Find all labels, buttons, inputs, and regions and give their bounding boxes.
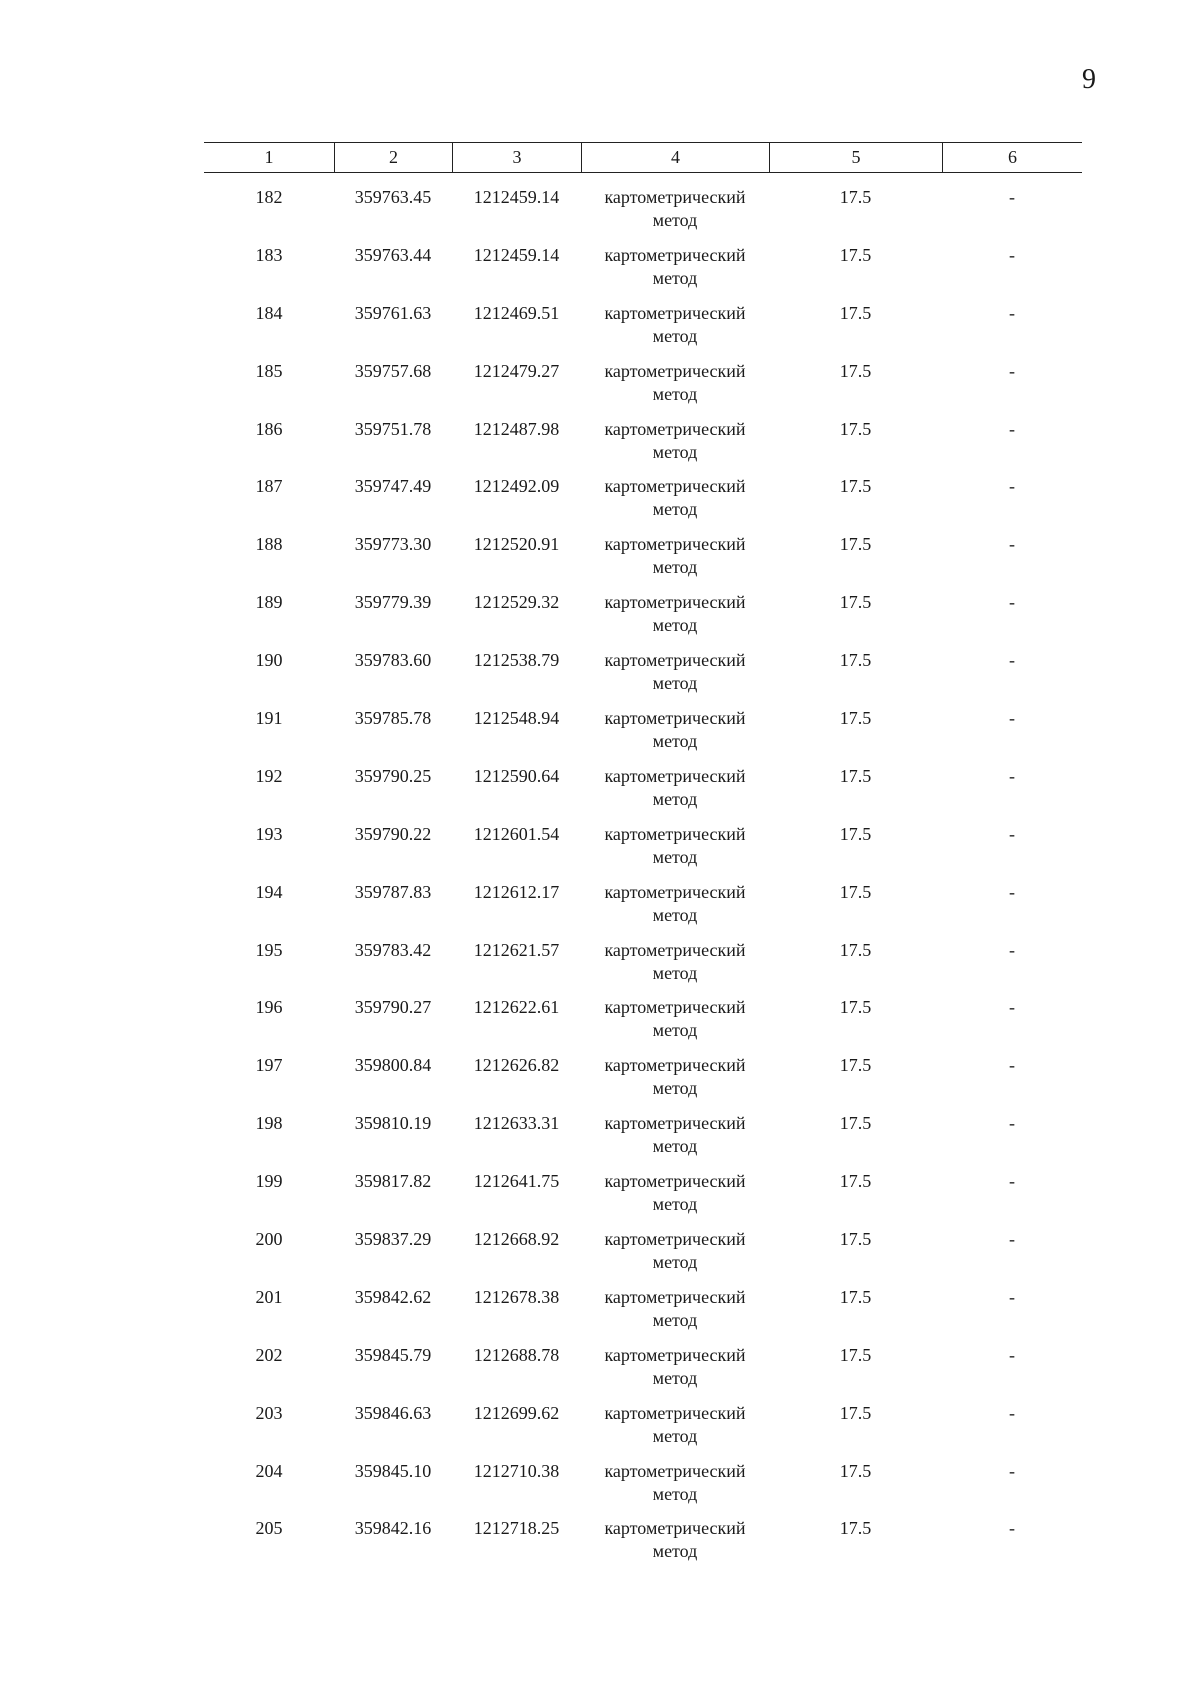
y-coordinate-cell: 1212601.54	[473, 823, 560, 844]
method-line-1: картометрический	[604, 881, 746, 902]
point-number-cell: 204	[255, 1460, 283, 1481]
method-line-1: картометрический	[604, 1113, 746, 1134]
note-cell: -	[1009, 650, 1015, 671]
accuracy-cell: 17.5	[839, 765, 872, 786]
point-number-cell: 199	[255, 1171, 283, 1192]
method-cell	[581, 1286, 769, 1344]
page-number: 9	[1082, 64, 1096, 95]
point-number-cell: 193	[255, 823, 283, 844]
note-cell: -	[1009, 997, 1015, 1018]
accuracy-cell: 17.5	[839, 1402, 872, 1423]
table-row	[204, 360, 1082, 418]
note-cell: -	[1009, 360, 1015, 381]
x-coordinate-cell: 359783.60	[354, 650, 432, 671]
x-coordinate-cell: 359757.68	[354, 360, 432, 381]
point-number-cell: 197	[255, 1055, 283, 1076]
y-coordinate-cell: 1212590.64	[473, 765, 560, 786]
point-number-cell: 194	[255, 881, 283, 902]
method-cell	[581, 1054, 769, 1112]
note-cell: -	[1009, 1402, 1015, 1423]
method-line-1: картометрический	[604, 1344, 746, 1365]
y-coordinate-cell: 1212633.31	[473, 1113, 560, 1134]
accuracy-cell: 17.5	[839, 1229, 872, 1250]
method-line-2: метод	[652, 1194, 698, 1215]
table-row	[204, 1460, 1082, 1518]
x-coordinate-cell: 359751.78	[354, 418, 432, 439]
method-line-2: метод	[652, 788, 698, 809]
y-coordinate-cell: 1212641.75	[473, 1171, 560, 1192]
y-coordinate-cell: 1212459.14	[473, 244, 560, 265]
table-row	[204, 1054, 1082, 1112]
note-cell: -	[1009, 1344, 1015, 1365]
method-cell	[581, 1344, 769, 1402]
table-row	[204, 418, 1082, 476]
point-number-cell: 183	[255, 244, 283, 265]
note-cell: -	[1009, 1113, 1015, 1134]
y-coordinate-cell: 1212718.25	[473, 1518, 560, 1539]
accuracy-cell: 17.5	[839, 592, 872, 613]
table-row	[204, 649, 1082, 707]
point-number-cell: 189	[255, 592, 283, 613]
point-number-cell: 188	[255, 534, 283, 555]
method-line-2: метод	[652, 846, 698, 867]
point-number-cell: 185	[255, 360, 283, 381]
accuracy-cell: 17.5	[839, 1460, 872, 1481]
method-line-1: картометрический	[604, 244, 746, 265]
method-line-1: картометрический	[604, 997, 746, 1018]
method-line-1: картометрический	[604, 476, 746, 497]
note-cell: -	[1009, 1518, 1015, 1539]
header-cell-5: 5	[769, 143, 942, 172]
y-coordinate-cell: 1212710.38	[473, 1460, 560, 1481]
note-cell: -	[1009, 765, 1015, 786]
table-row	[204, 244, 1082, 302]
method-line-1: картометрический	[604, 302, 746, 323]
method-line-2: метод	[652, 673, 698, 694]
y-coordinate-cell: 1212626.82	[473, 1055, 560, 1076]
method-cell	[581, 765, 769, 823]
accuracy-cell: 17.5	[839, 823, 872, 844]
method-line-2: метод	[652, 1020, 698, 1041]
table-body	[204, 186, 1082, 1575]
note-cell: -	[1009, 1171, 1015, 1192]
point-number-cell: 203	[255, 1402, 283, 1423]
note-cell: -	[1009, 1286, 1015, 1307]
method-cell	[581, 649, 769, 707]
method-cell	[581, 1228, 769, 1286]
x-coordinate-cell: 359842.62	[354, 1286, 432, 1307]
x-coordinate-cell: 359761.63	[354, 302, 432, 323]
x-coordinate-cell: 359845.10	[354, 1460, 432, 1481]
note-cell: -	[1009, 1460, 1015, 1481]
header-cell-3: 3	[452, 143, 581, 172]
accuracy-cell: 17.5	[839, 650, 872, 671]
note-cell: -	[1009, 476, 1015, 497]
method-line-1: картометрический	[604, 1229, 746, 1250]
table-row	[204, 765, 1082, 823]
point-number-cell: 196	[255, 997, 283, 1018]
method-line-2: метод	[652, 1425, 698, 1446]
method-cell	[581, 1402, 769, 1460]
y-coordinate-cell: 1212621.57	[473, 939, 560, 960]
x-coordinate-cell: 359790.27	[354, 997, 432, 1018]
point-number-cell: 190	[255, 650, 283, 671]
table-row	[204, 1170, 1082, 1228]
method-line-1: картометрический	[604, 1286, 746, 1307]
point-number-cell: 186	[255, 418, 283, 439]
y-coordinate-cell: 1212538.79	[473, 650, 560, 671]
point-number-cell: 195	[255, 939, 283, 960]
method-cell	[581, 881, 769, 939]
x-coordinate-cell: 359810.19	[354, 1113, 432, 1134]
table-row	[204, 881, 1082, 939]
header-cell-1: 1	[264, 147, 274, 167]
x-coordinate-cell: 359842.16	[354, 1518, 432, 1539]
y-coordinate-cell: 1212520.91	[473, 534, 560, 555]
method-line-1: картометрический	[604, 1518, 746, 1539]
method-line-2: метод	[652, 962, 698, 983]
y-coordinate-cell: 1212529.32	[473, 592, 560, 613]
x-coordinate-cell: 359785.78	[354, 708, 432, 729]
method-cell	[581, 996, 769, 1054]
accuracy-cell: 17.5	[839, 418, 872, 439]
method-line-1: картометрический	[604, 534, 746, 555]
note-cell: -	[1009, 823, 1015, 844]
point-number-cell: 200	[255, 1229, 283, 1250]
header-cell-6: 6	[942, 143, 1082, 172]
method-cell	[581, 475, 769, 533]
note-cell: -	[1009, 592, 1015, 613]
method-line-2: метод	[652, 441, 698, 462]
method-cell	[581, 591, 769, 649]
method-line-2: метод	[652, 904, 698, 925]
method-line-1: картометрический	[604, 1055, 746, 1076]
method-line-2: метод	[652, 210, 698, 230]
x-coordinate-cell: 359817.82	[354, 1171, 432, 1192]
method-line-1: картометрический	[604, 187, 746, 207]
accuracy-cell: 17.5	[839, 476, 872, 497]
y-coordinate-cell: 1212459.14	[473, 187, 560, 207]
method-cell	[581, 707, 769, 765]
accuracy-cell: 17.5	[839, 997, 872, 1018]
accuracy-cell: 17.5	[839, 534, 872, 555]
accuracy-cell: 17.5	[839, 1055, 872, 1076]
x-coordinate-cell: 359763.44	[354, 244, 432, 265]
header-cell-2: 2	[334, 143, 452, 172]
method-line-1: картометрический	[604, 708, 746, 729]
method-cell	[581, 418, 769, 476]
x-coordinate-cell: 359790.25	[354, 765, 432, 786]
accuracy-cell: 17.5	[839, 360, 872, 381]
x-coordinate-cell: 359779.39	[354, 592, 432, 613]
y-coordinate-cell: 1212479.27	[473, 360, 560, 381]
y-coordinate-cell: 1212688.78	[473, 1344, 560, 1365]
method-cell	[581, 939, 769, 997]
method-cell	[581, 823, 769, 881]
point-number-cell: 198	[255, 1113, 283, 1134]
method-line-2: метод	[652, 325, 698, 346]
method-cell	[581, 302, 769, 360]
point-number-cell: 184	[255, 302, 283, 323]
accuracy-cell: 17.5	[839, 1113, 872, 1134]
accuracy-cell: 17.5	[839, 708, 872, 729]
note-cell: -	[1009, 1055, 1015, 1076]
x-coordinate-cell: 359845.79	[354, 1344, 432, 1365]
note-cell: -	[1009, 1229, 1015, 1250]
table-row	[204, 939, 1082, 997]
accuracy-cell: 17.5	[839, 302, 872, 323]
table-row	[204, 302, 1082, 360]
coordinates-table	[204, 142, 1082, 1575]
note-cell: -	[1009, 187, 1015, 207]
method-cell	[581, 1460, 769, 1518]
method-line-1: картометрический	[604, 592, 746, 613]
y-coordinate-cell: 1212548.94	[473, 708, 560, 729]
method-line-2: метод	[652, 731, 698, 752]
method-cell	[581, 244, 769, 302]
method-line-1: картометрический	[604, 418, 746, 439]
note-cell: -	[1009, 244, 1015, 265]
accuracy-cell: 17.5	[839, 1171, 872, 1192]
y-coordinate-cell: 1212492.09	[473, 476, 560, 497]
accuracy-cell: 17.5	[839, 1286, 872, 1307]
y-coordinate-cell: 1212469.51	[473, 302, 560, 323]
method-line-1: картометрический	[604, 360, 746, 381]
table-row	[204, 186, 1082, 244]
table-row	[204, 823, 1082, 881]
method-line-2: метод	[652, 383, 698, 404]
table-row	[204, 1286, 1082, 1344]
note-cell: -	[1009, 418, 1015, 439]
y-coordinate-cell: 1212622.61	[473, 997, 560, 1018]
x-coordinate-cell: 359846.63	[354, 1402, 432, 1423]
method-cell	[581, 1170, 769, 1228]
x-coordinate-cell: 359773.30	[354, 534, 432, 555]
y-coordinate-cell: 1212668.92	[473, 1229, 560, 1250]
method-line-1: картометрический	[604, 1460, 746, 1481]
accuracy-cell: 17.5	[839, 939, 872, 960]
method-cell	[581, 360, 769, 418]
table-row	[204, 1344, 1082, 1402]
table-header-row	[204, 142, 1082, 173]
method-line-2: метод	[652, 1541, 698, 1562]
method-line-2: метод	[652, 1483, 698, 1504]
note-cell: -	[1009, 302, 1015, 323]
table-row	[204, 591, 1082, 649]
point-number-cell: 182	[255, 187, 283, 207]
table-row	[204, 996, 1082, 1054]
table-row	[204, 475, 1082, 533]
method-line-1: картометрический	[604, 1402, 746, 1423]
y-coordinate-cell: 1212612.17	[473, 881, 560, 902]
point-number-cell: 192	[255, 765, 283, 786]
accuracy-cell: 17.5	[839, 881, 872, 902]
x-coordinate-cell: 359747.49	[354, 476, 432, 497]
method-line-1: картометрический	[604, 823, 746, 844]
method-cell	[581, 1112, 769, 1170]
y-coordinate-cell: 1212678.38	[473, 1286, 560, 1307]
table-row	[204, 1228, 1082, 1286]
point-number-cell: 187	[255, 476, 283, 497]
method-line-1: картометрический	[604, 1171, 746, 1192]
point-number-cell: 201	[255, 1286, 283, 1307]
method-line-2: метод	[652, 1078, 698, 1099]
table-row	[204, 1517, 1082, 1575]
method-line-2: метод	[652, 615, 698, 636]
accuracy-cell: 17.5	[839, 1518, 872, 1539]
y-coordinate-cell: 1212487.98	[473, 418, 560, 439]
table-row	[204, 1112, 1082, 1170]
method-line-2: метод	[652, 267, 698, 288]
x-coordinate-cell: 359763.45	[354, 187, 432, 207]
note-cell: -	[1009, 939, 1015, 960]
method-line-2: метод	[652, 1136, 698, 1157]
accuracy-cell: 17.5	[839, 244, 872, 265]
method-cell	[581, 533, 769, 591]
point-number-cell: 202	[255, 1344, 283, 1365]
x-coordinate-cell: 359787.83	[354, 881, 432, 902]
table-row	[204, 1402, 1082, 1460]
table-row	[204, 533, 1082, 591]
table-row	[204, 707, 1082, 765]
method-cell	[581, 186, 769, 244]
method-line-2: метод	[652, 1252, 698, 1273]
method-cell	[581, 1517, 769, 1575]
method-line-2: метод	[652, 557, 698, 578]
accuracy-cell: 17.5	[839, 1344, 872, 1365]
point-number-cell: 205	[255, 1518, 283, 1539]
x-coordinate-cell: 359800.84	[354, 1055, 432, 1076]
x-coordinate-cell: 359790.22	[354, 823, 432, 844]
accuracy-cell: 17.5	[839, 187, 872, 207]
method-line-1: картометрический	[604, 765, 746, 786]
x-coordinate-cell: 359837.29	[354, 1229, 432, 1250]
y-coordinate-cell: 1212699.62	[473, 1402, 560, 1423]
method-line-1: картометрический	[604, 650, 746, 671]
method-line-1: картометрический	[604, 939, 746, 960]
x-coordinate-cell: 359783.42	[354, 939, 432, 960]
point-number-cell: 191	[255, 708, 283, 729]
method-line-2: метод	[652, 1367, 698, 1388]
note-cell: -	[1009, 534, 1015, 555]
method-line-2: метод	[652, 1309, 698, 1330]
header-cell-4: 4	[581, 143, 769, 172]
note-cell: -	[1009, 708, 1015, 729]
note-cell: -	[1009, 881, 1015, 902]
method-line-2: метод	[652, 499, 698, 520]
